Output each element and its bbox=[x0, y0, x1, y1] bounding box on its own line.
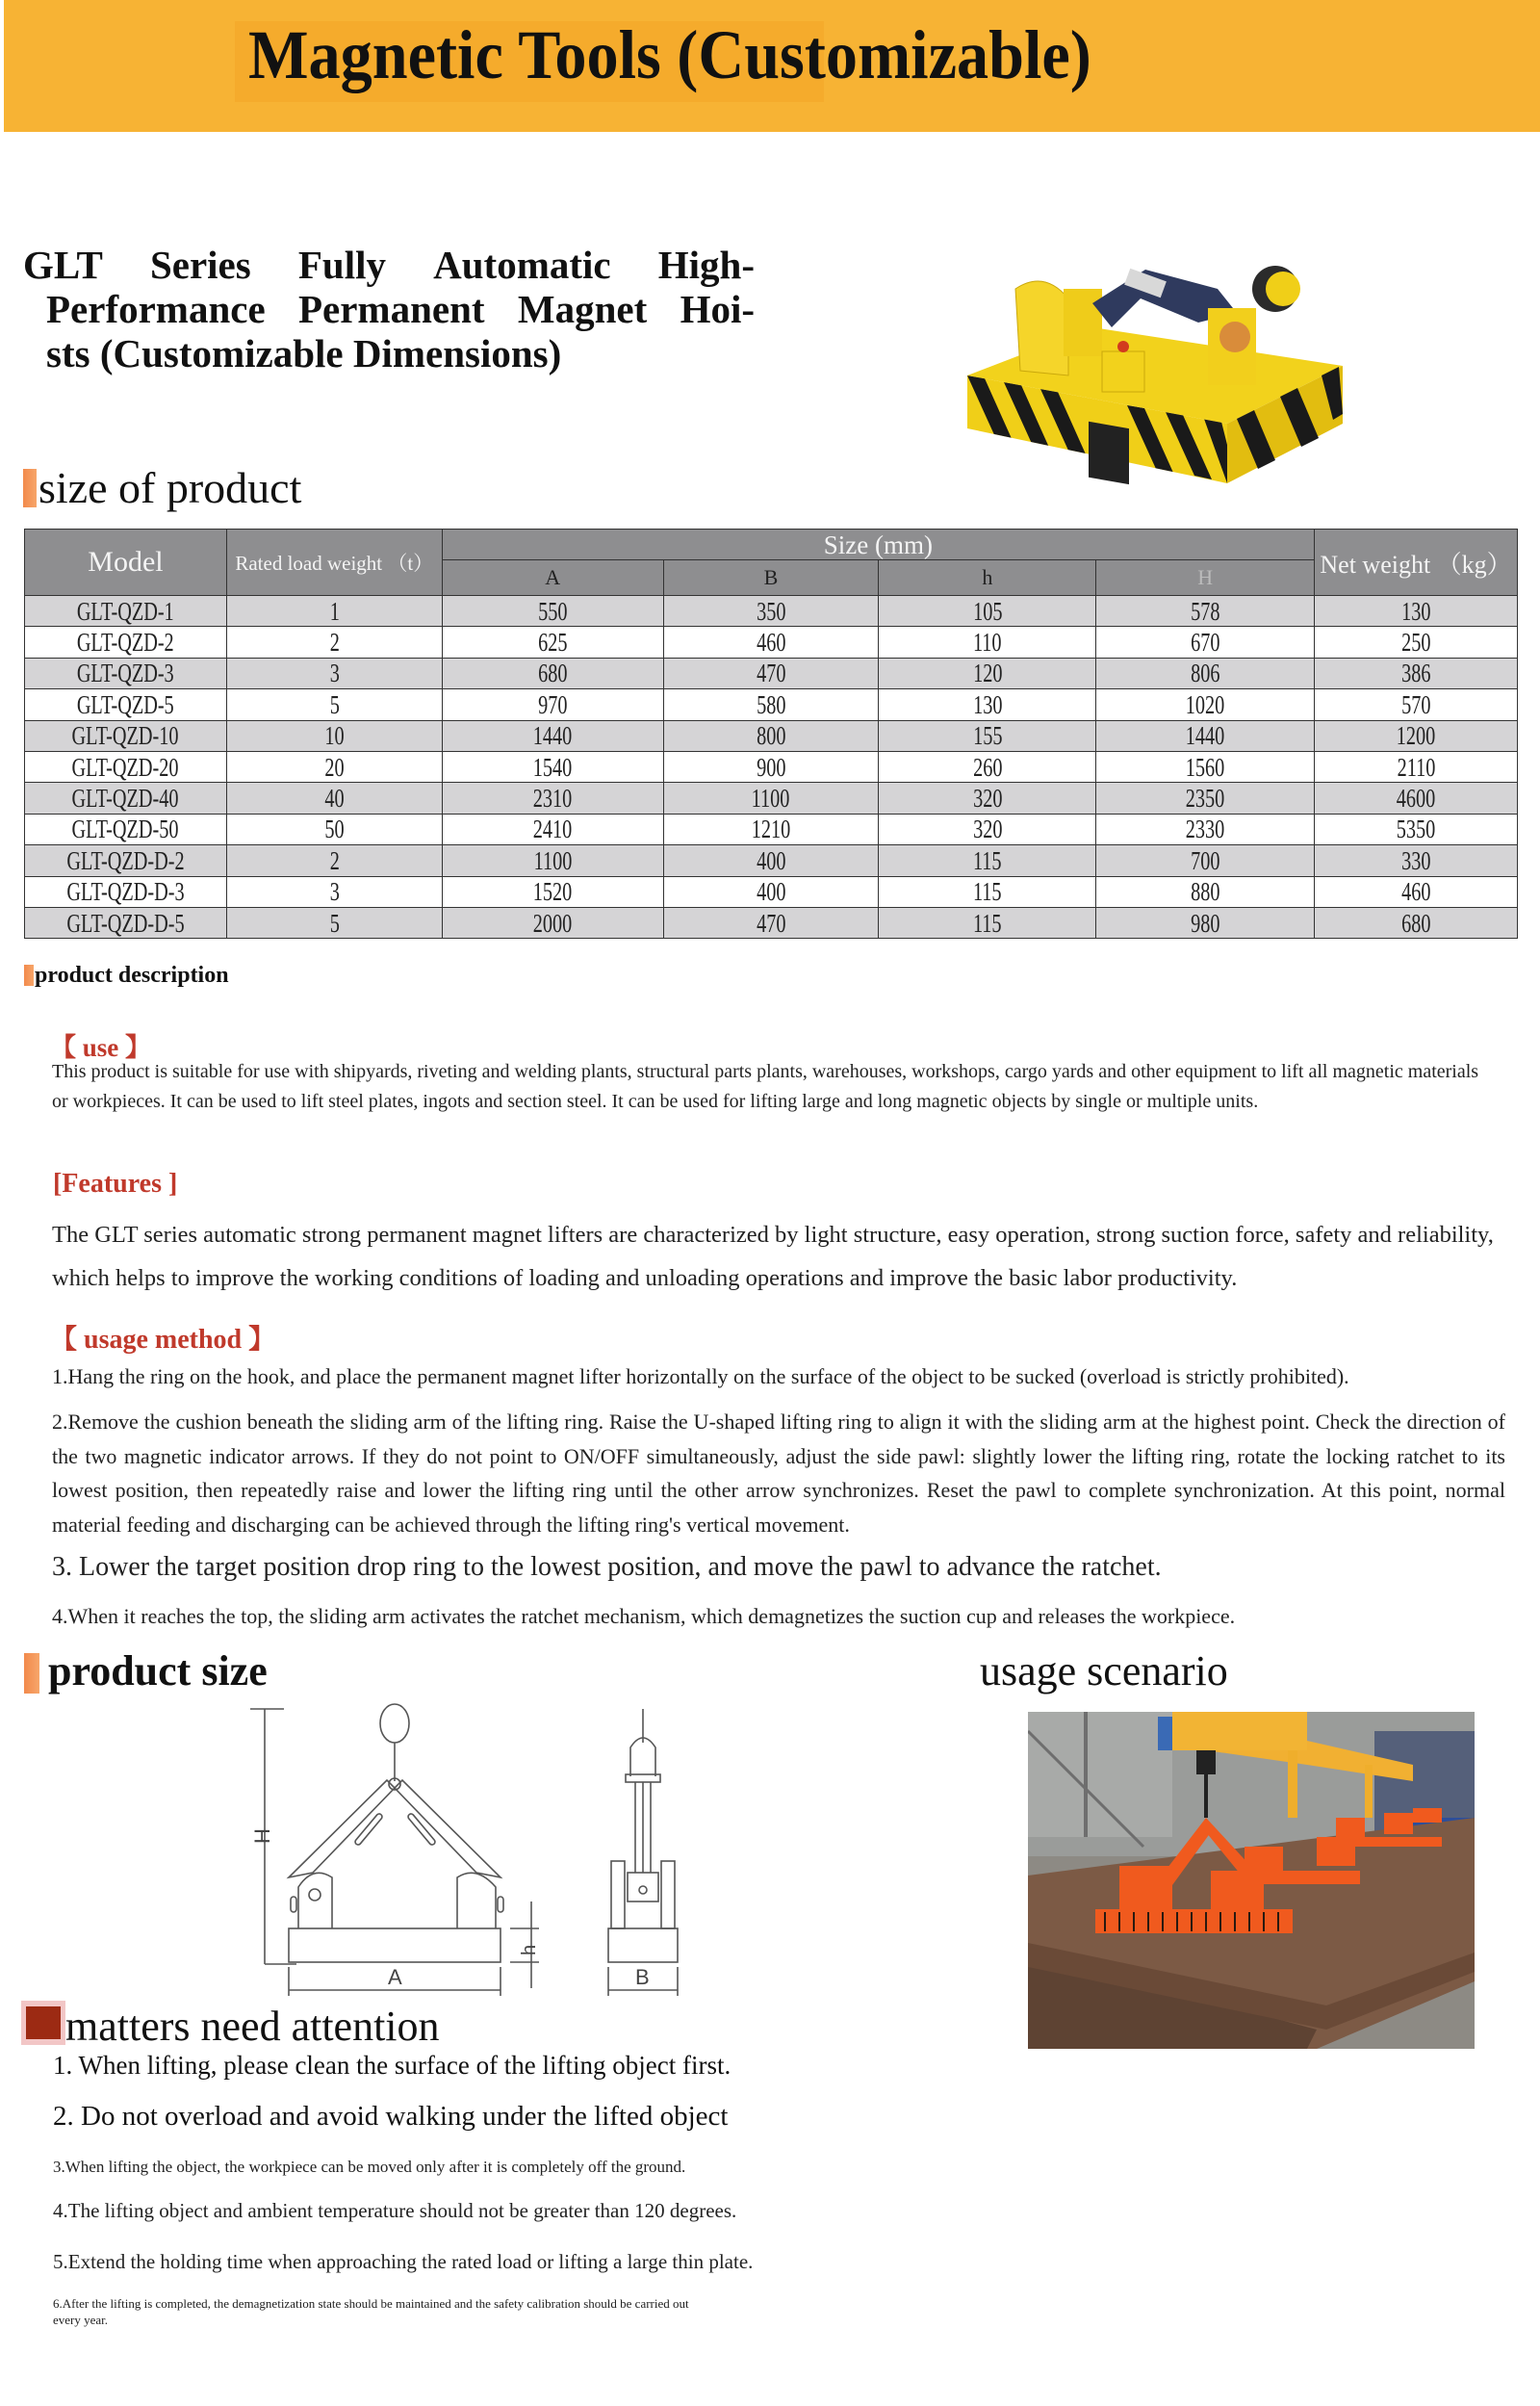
cell-rated-load: 3 bbox=[226, 876, 442, 907]
use-heading: 【 use 】 bbox=[50, 1033, 152, 1062]
title-word: Automatic bbox=[433, 243, 611, 287]
column-header-model: Model bbox=[25, 530, 227, 596]
cell-h-small: 115 bbox=[879, 845, 1096, 876]
section-marker-icon bbox=[24, 965, 34, 986]
attention-item: 4.The lifting object and ambient temperature should not be greater than 120 degrees. bbox=[53, 2199, 737, 2222]
title-word: Series bbox=[149, 243, 251, 287]
section-heading-product-size bbox=[24, 1646, 268, 1695]
cell-b: 470 bbox=[663, 907, 879, 938]
usage-scenario-photo-icon bbox=[1028, 1712, 1475, 2049]
attention-item: 5.Extend the holding time when approaching the rated load or lifting a large thin plate. bbox=[53, 2250, 754, 2273]
cell-net-weight: 330 bbox=[1315, 845, 1518, 876]
cell-b: 800 bbox=[663, 720, 879, 751]
section-heading-text: size of product bbox=[38, 463, 302, 512]
usage-method-heading: 【 usage method 】 bbox=[50, 1325, 276, 1355]
cell-model: GLT-QZD-1 bbox=[25, 596, 227, 627]
cell-h-large: 1020 bbox=[1096, 689, 1315, 720]
cell-h-small: 105 bbox=[879, 596, 1096, 627]
title-word: GLT bbox=[23, 243, 103, 287]
cell-h-small: 320 bbox=[879, 783, 1096, 814]
svg-text:h: h bbox=[519, 1944, 540, 1955]
section-marker-icon bbox=[21, 2001, 65, 2045]
cell-h-small: 130 bbox=[879, 689, 1096, 720]
usage-step-4: 4.When it reaches the top, the sliding arm activates the ratchet mechanism, which demagnetizes the suction cup and releases the workpiece. bbox=[52, 1604, 1236, 1628]
cell-a: 2000 bbox=[442, 907, 663, 938]
cell-h-large: 1560 bbox=[1096, 751, 1315, 782]
cell-a: 550 bbox=[442, 596, 663, 627]
section-heading-matters-need-attention bbox=[21, 2001, 440, 2051]
cell-net-weight: 250 bbox=[1315, 627, 1518, 658]
magnet-lifter-photo-icon bbox=[948, 231, 1362, 489]
attention-item: 6.After the lifting is completed, the demagnetization state should be maintained and the safety calibration should be carried out every year. bbox=[53, 2296, 689, 2327]
cell-a: 680 bbox=[442, 658, 663, 688]
usage-step-1: 1.Hang the ring on the hook, and place the permanent magnet lifter horizontally on the surface of the object to be sucked (overload is strictly prohibited). bbox=[52, 1364, 1349, 1388]
column-header-b: B bbox=[663, 560, 879, 596]
cell-a: 2410 bbox=[442, 814, 663, 844]
cell-h-large: 2350 bbox=[1096, 783, 1315, 814]
section-heading-text: matters need attention bbox=[65, 2003, 440, 2050]
cell-b: 400 bbox=[663, 876, 879, 907]
cell-h-large: 2330 bbox=[1096, 814, 1315, 844]
cell-net-weight: 130 bbox=[1315, 596, 1518, 627]
column-header-h-large: H bbox=[1096, 560, 1315, 596]
cell-rated-load: 5 bbox=[226, 689, 442, 720]
cell-b: 470 bbox=[663, 658, 879, 688]
cell-model: GLT-QZD-D-3 bbox=[25, 876, 227, 907]
column-header-rated-load: Rated load weight （t） bbox=[226, 530, 442, 596]
cell-h-large: 670 bbox=[1096, 627, 1315, 658]
cell-net-weight: 680 bbox=[1315, 907, 1518, 938]
cell-net-weight: 570 bbox=[1315, 689, 1518, 720]
cell-model: GLT-QZD-D-5 bbox=[25, 907, 227, 938]
cell-h-large: 578 bbox=[1096, 596, 1315, 627]
cell-model: GLT-QZD-2 bbox=[25, 627, 227, 658]
cell-model: GLT-QZD-D-2 bbox=[25, 845, 227, 876]
cell-a: 1520 bbox=[442, 876, 663, 907]
table-row bbox=[25, 658, 1518, 688]
page-title: Magnetic Tools (Customizable) bbox=[248, 16, 1091, 93]
cell-h-large: 980 bbox=[1096, 907, 1315, 938]
cell-rated-load: 2 bbox=[226, 627, 442, 658]
cell-b: 1100 bbox=[663, 783, 879, 814]
cell-b: 900 bbox=[663, 751, 879, 782]
svg-text:H: H bbox=[250, 1828, 274, 1844]
cell-model: GLT-QZD-20 bbox=[25, 751, 227, 782]
table-row bbox=[25, 907, 1518, 938]
cell-net-weight: 4600 bbox=[1315, 783, 1518, 814]
table-row bbox=[25, 720, 1518, 751]
product-title bbox=[23, 243, 755, 375]
cell-a: 2310 bbox=[442, 783, 663, 814]
column-header-a: A bbox=[442, 560, 663, 596]
attention-item: 2. Do not overload and avoid walking under the lifted object bbox=[53, 2101, 729, 2132]
cell-rated-load: 5 bbox=[226, 907, 442, 938]
table-row bbox=[25, 751, 1518, 782]
column-header-net-weight: Net weight （kg） bbox=[1315, 530, 1518, 596]
cell-rated-load: 2 bbox=[226, 845, 442, 876]
cell-model: GLT-QZD-3 bbox=[25, 658, 227, 688]
table-row bbox=[25, 876, 1518, 907]
usage-step-3: 3. Lower the target position drop ring to the lowest position, and move the pawl to advance the ratchet. bbox=[52, 1552, 1162, 1582]
cell-b: 350 bbox=[663, 596, 879, 627]
cell-rated-load: 20 bbox=[226, 751, 442, 782]
cell-rated-load: 40 bbox=[226, 783, 442, 814]
title-line: sts (Customizable Dimensions) bbox=[46, 331, 562, 375]
cell-model: GLT-QZD-10 bbox=[25, 720, 227, 751]
table-row bbox=[25, 627, 1518, 658]
cell-b: 460 bbox=[663, 627, 879, 658]
usage-scenario-heading: usage scenario bbox=[980, 1647, 1228, 1695]
cell-b: 1210 bbox=[663, 814, 879, 844]
section-heading-text: product size bbox=[48, 1647, 268, 1695]
cell-h-large: 806 bbox=[1096, 658, 1315, 688]
cell-a: 970 bbox=[442, 689, 663, 720]
title-word: Permanent bbox=[297, 287, 485, 331]
table-row bbox=[25, 845, 1518, 876]
cell-b: 400 bbox=[663, 845, 879, 876]
cell-a: 1100 bbox=[442, 845, 663, 876]
section-heading-text: product description bbox=[35, 963, 229, 988]
column-header-h-small: h bbox=[879, 560, 1096, 596]
table-row bbox=[25, 689, 1518, 720]
column-header-size: Size (mm) bbox=[442, 530, 1314, 560]
features-heading: [Features ] bbox=[53, 1169, 178, 1199]
cell-net-weight: 460 bbox=[1315, 876, 1518, 907]
title-word: Performance bbox=[46, 287, 266, 331]
cell-h-small: 260 bbox=[879, 751, 1096, 782]
features-body: The GLT series automatic strong permanent magnet lifters are characterized by light structure, easy operation, strong suction force, safety and reliability, which helps to improve the working conditions of loading and unloading operations and improve the basic labor productivity. bbox=[52, 1222, 1494, 1291]
cell-rated-load: 50 bbox=[226, 814, 442, 844]
cell-net-weight: 1200 bbox=[1315, 720, 1518, 751]
section-marker-icon bbox=[23, 469, 37, 507]
cell-a: 1540 bbox=[442, 751, 663, 782]
svg-text:A: A bbox=[388, 1965, 402, 1989]
spec-table bbox=[24, 529, 1518, 939]
cell-h-large: 880 bbox=[1096, 876, 1315, 907]
attention-item: 1. When lifting, please clean the surface of the lifting object first. bbox=[53, 2051, 732, 2080]
cell-net-weight: 2110 bbox=[1315, 751, 1518, 782]
dimension-diagram-icon bbox=[221, 1699, 722, 1998]
cell-h-small: 115 bbox=[879, 907, 1096, 938]
section-heading-size-of-product bbox=[23, 462, 301, 513]
cell-rated-load: 1 bbox=[226, 596, 442, 627]
cell-h-small: 120 bbox=[879, 658, 1096, 688]
cell-h-small: 115 bbox=[879, 876, 1096, 907]
usage-step-2: 2.Remove the cushion beneath the sliding arm of the lifting ring. Raise the U-shaped lifting ring to align it with the sliding arm at the highest point. Check the direction of the two magnetic indicator arrows. If they do not point to ON/OFF simultaneously, adjust the side pawl: slightly lower the lifting ring, rotate the locking ratchet to its lowest position, then repeatedly raise and lower the lifting ring until the other arrow synchronizes. Reset the pawl to complete synchronization. At this point, normal material feeding and discharging can be achieved through the lifting ring's vertical movement. bbox=[52, 1410, 1505, 1537]
table-row bbox=[25, 814, 1518, 844]
cell-h-large: 700 bbox=[1096, 845, 1315, 876]
cell-a: 1440 bbox=[442, 720, 663, 751]
cell-model: GLT-QZD-5 bbox=[25, 689, 227, 720]
cell-rated-load: 3 bbox=[226, 658, 442, 688]
section-heading-product-description bbox=[24, 963, 229, 989]
title-word: Magnet bbox=[517, 287, 648, 331]
title-word: Hoi- bbox=[680, 287, 755, 331]
cell-h-small: 110 bbox=[879, 627, 1096, 658]
svg-text:B: B bbox=[635, 1965, 650, 1989]
table-row bbox=[25, 783, 1518, 814]
cell-model: GLT-QZD-40 bbox=[25, 783, 227, 814]
cell-a: 625 bbox=[442, 627, 663, 658]
attention-item: 3.When lifting the object, the workpiece can be moved only after it is completely off the ground. bbox=[53, 2158, 686, 2176]
cell-net-weight: 386 bbox=[1315, 658, 1518, 688]
cell-b: 580 bbox=[663, 689, 879, 720]
cell-model: GLT-QZD-50 bbox=[25, 814, 227, 844]
use-body: This product is suitable for use with shipyards, riveting and welding plants, structural parts plants, warehouses, workshops, cargo yards and other equipment to lift all magnetic materials or workpieces. It can be used to lift steel plates, ingots and section steel. It can be used for lifting large and long magnetic objects by single or multiple units. bbox=[52, 1061, 1479, 1112]
cell-h-small: 155 bbox=[879, 720, 1096, 751]
section-marker-icon bbox=[24, 1653, 39, 1694]
title-word: Fully bbox=[297, 243, 386, 287]
title-word: High- bbox=[657, 243, 755, 287]
cell-h-small: 320 bbox=[879, 814, 1096, 844]
cell-net-weight: 5350 bbox=[1315, 814, 1518, 844]
table-row bbox=[25, 596, 1518, 627]
cell-h-large: 1440 bbox=[1096, 720, 1315, 751]
cell-rated-load: 10 bbox=[226, 720, 442, 751]
